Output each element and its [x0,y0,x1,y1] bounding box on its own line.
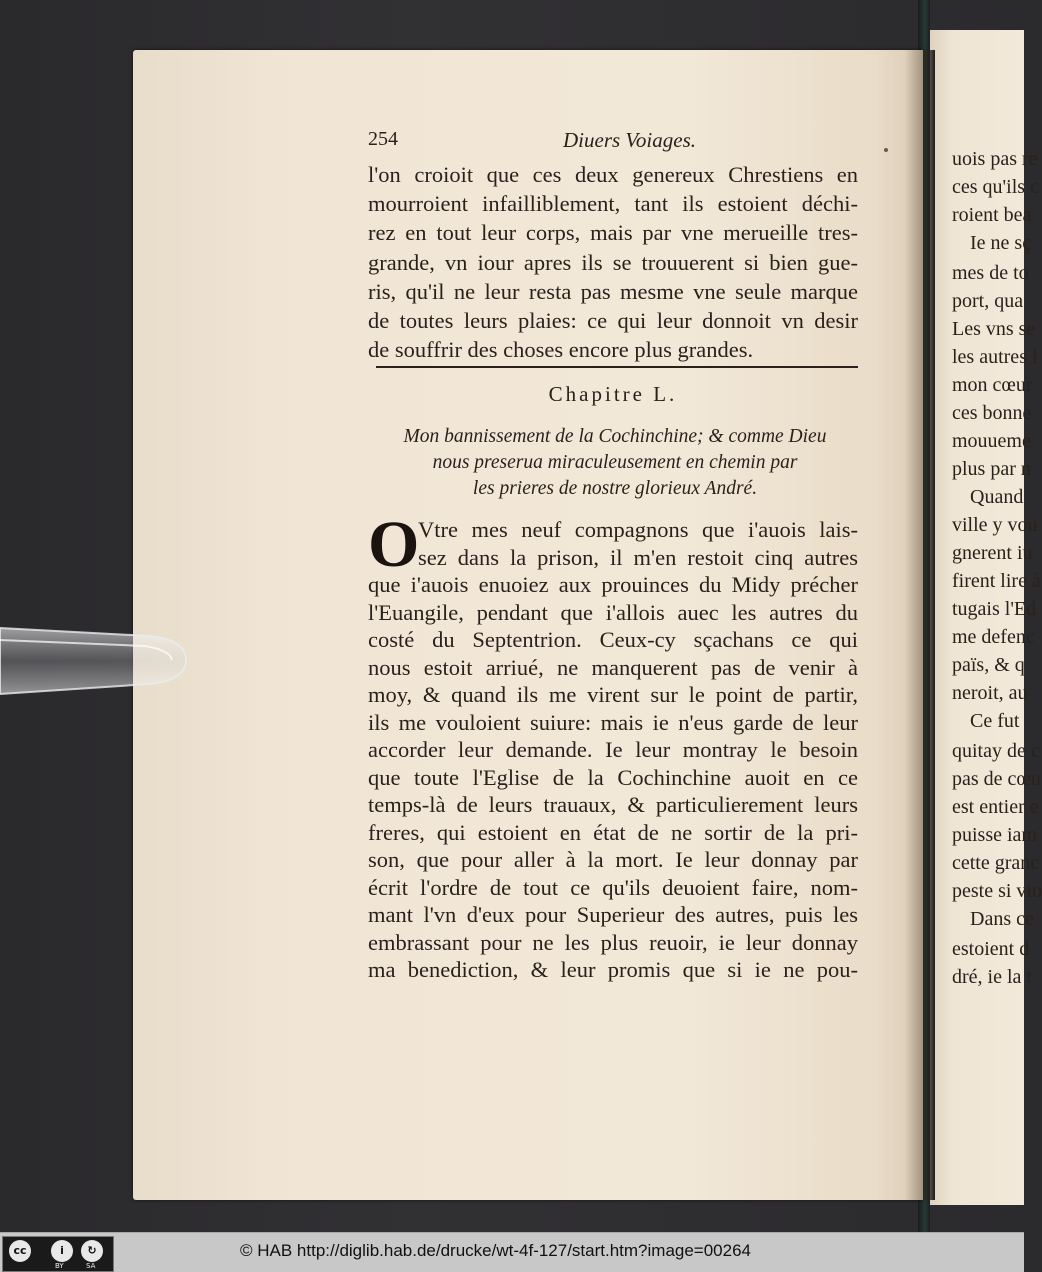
text-line: grande, vn iour apres ils se trouuerent si bien gue- [368,249,858,275]
chapter-heading: Chapitre L. [548,382,678,406]
paragraph-continued [368,160,858,364]
facing-page-line: plus par n [952,458,1031,480]
text-line: nous estoit arriué, ne manquerent pas de venir à [368,654,858,680]
summary-line: nous preserua miraculeusement en chemin par [432,452,798,473]
glass-page-weight [0,620,190,696]
facing-page-line: cette granc [952,852,1040,874]
facing-page-line: Les vns se [952,318,1036,340]
text-line: accorder leur demande. Ie leur montray le besoin [368,737,858,762]
text-line: rez en tout leur corps, mais par vne merueille tres- [368,220,858,246]
facing-page-line: mouueme [952,430,1031,452]
text-line: mourroient infailliblement, tant ils estoient déchi- [368,191,858,217]
facing-page-line: peste si vio [952,880,1042,902]
facing-page-line: me defenc [952,626,1035,648]
drop-capital: O [368,508,420,581]
text-line: que i'auois enuoiez aux prouinces du Midy précher [368,572,858,597]
facing-page-line: Ce fut [970,710,1020,732]
facing-page-line: les autres l [952,346,1038,368]
text-line: de souffrir des choses encore plus grandes. [368,337,754,363]
facing-page-line: mon cœur [952,374,1033,396]
text-line: ma benediction, & leur promis que si ie ne pou- [368,957,858,982]
chapter-divider-rule [376,366,858,371]
text-line: freres, qui estoient en état de ne sortir de la pri- [368,819,858,845]
facing-page-line: roient bea [952,204,1032,226]
facing-page-line: mes de to [952,262,1029,284]
summary-line: les prieres de nostre glorieux André. [472,478,758,499]
facing-page-line: uois pas re [952,148,1038,170]
summary-line: Mon bannissement de la Cochinchine; & comme Dieu [403,426,827,447]
facing-page-line: port, qua [952,290,1024,312]
running-title: Diuers Voiages. [563,128,696,152]
facing-page-line: est entier e [952,796,1039,818]
text-line: temps-là de leurs trauaux, & particulierement leurs [368,792,858,817]
facing-page-line: ces bonne [952,402,1032,424]
text-line: ils me vouloient suiure: mais ie n'eus garde de leur [368,709,858,735]
cc-license-badge[interactable] [2,1236,114,1272]
running-head [368,126,858,152]
text-line: ris, qu'il ne leur resta pas mesme vne seule marque [368,278,858,304]
footer-bar [0,1232,1024,1272]
attribution-icon: i [51,1240,73,1262]
facing-page-line: Dans ce [970,908,1034,930]
text-line: l'on croioit que ces deux genereux Chrestiens en [368,162,858,187]
facing-page-line: pas de cœu [952,768,1041,790]
facing-page-line: puisse iam [952,824,1037,846]
text-line: mant l'vn d'eux pour Superieur des autres, puis les [368,902,858,927]
facing-page-line: Quand [970,486,1024,508]
chapter-body [368,508,858,984]
text-line: que toute l'Eglise de la Cochinchine auoit en ce [368,764,858,790]
facing-page-line: gnerent iu [952,542,1033,564]
facing-page-line: ces qu'ils c [952,176,1039,198]
facing-page-line: ville y vou [952,514,1038,536]
text-line: embrassant pour ne les plus reuoir, ie leur donnay [368,929,858,955]
text-line: l'Euangile, pendant que i'allois auec les autres du [368,599,858,625]
print-mark [884,148,888,152]
facing-page-line: dré, ie la t [952,966,1032,988]
text-line: Vtre mes neuf compagnons que i'auois lais- [418,517,858,542]
facing-page-line: païs, & q [952,654,1025,676]
facing-page-line: firent lire à [952,570,1041,592]
facing-page-line: estoient d [952,938,1030,960]
text-line: écrit l'ordre de tout ce qu'ils deuoient faire, nom- [368,874,858,900]
text-line: costé du Septentrion. Ceux-cy sçachans ce qui [368,627,858,652]
facing-page-line: Ie ne sç [970,232,1032,254]
chapter-summary [380,424,850,502]
license-sa-label: SA [86,1262,96,1270]
text-line: sez dans la prison, il m'en restoit cinq autres [418,544,858,570]
facing-page-line: neroit, au [952,682,1028,704]
facing-page-line: quitay de c [952,740,1040,762]
license-by-label: BY [55,1262,64,1270]
facing-page-edge [922,30,1042,1205]
text-line: moy, & quand ils me virent sur le point de partir, [368,682,858,707]
text-line: son, que pour aller à la mort. Ie leur donnay par [368,847,858,872]
facing-page-line: tugais l'Ed [952,598,1037,620]
share-alike-icon: ↻ [81,1240,103,1262]
page-number: 254 [368,128,398,150]
page-gutter-shadow [905,50,935,1200]
source-credit-link[interactable]: © HAB http://diglib.hab.de/drucke/wt-4f-127/start.htm?image=00264 [240,1241,752,1260]
text-line: de toutes leurs plaies: ce qui leur donnoit vn desir [368,308,858,334]
cc-icon: cc [9,1240,31,1262]
